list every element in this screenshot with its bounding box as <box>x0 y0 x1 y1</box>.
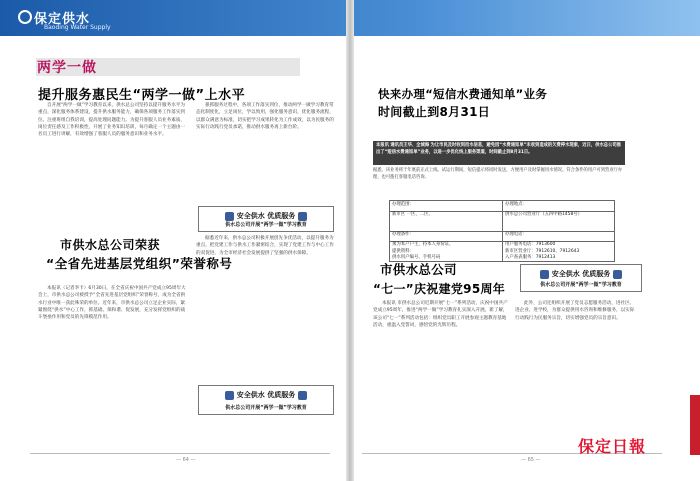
page-gutter <box>346 0 354 481</box>
promo-sub-3: 供水总公司开展“两学一做”学习教育 <box>540 282 622 288</box>
table-cell: 须为本户户主，持本人身份证， <box>392 242 454 247</box>
promo-box-left-bottom <box>198 385 334 415</box>
promo-main-2: 安全供水 优质服务 <box>236 391 296 399</box>
info-table <box>389 200 615 262</box>
left-article-col1: 自开展“两学一做”学习教育以来，供水总公司坚持以提升服务水平为重点，深化服务体系建设，提升供水服务能力，确保各项服务工作落实到位。注重班组自我培训，提高处理问题能力。为提升客服人员业务素质，岗位责任感及工作积极性，开展了业务知识培训，每月确定一个主题由一名员工进行讲解，有效增强了客服人员的服务意识和业务水平。 <box>38 103 186 138</box>
promo-box-right <box>520 264 642 292</box>
table-cell: 供水用户编号、手机号码 <box>392 255 441 260</box>
right-top-title1: 快来办理“短信水费通知单”业务 <box>378 87 548 101</box>
footer-rule-left <box>30 453 330 454</box>
service-icon <box>298 212 307 221</box>
right-bottom-col2: 此外，公司还组织开展了党员志愿服务活动，进社区、进企业、进学校，为群众提供用水咨询和维修服务，以实际行动践行为民服务宗旨，切实增强党员的宗旨意识。 <box>515 301 635 321</box>
water-icon <box>540 270 549 279</box>
table-cell: 用户服务电话：7913600 <box>505 242 556 247</box>
promo-sub: 供水总公司开展“两学一做”学习教育 <box>225 222 307 228</box>
brand-logo: 保定日報 <box>578 437 647 456</box>
table-cell: 提供资料： <box>392 249 414 254</box>
water-drop-icon <box>18 10 32 24</box>
table-cell: 办理地点： <box>505 202 527 207</box>
notice-text: 本报讯 通讯员王华、全城海 为让市民及时收到用水信息，避免因“水费通知单”未收到造成的欠费停水现象，近日，供水总公司推出了“短信水费通知单”业务，以进一步优化线上服务渠道，时间截止到8月31日。 <box>376 143 621 155</box>
section-tag: 两学一做 <box>37 60 97 76</box>
left-article-title: 提升服务惠民生“两学一做”上水平 <box>38 88 246 103</box>
mid-article-title2: “全省先进基层党组织”荣誉称号 <box>46 256 233 271</box>
table-cell: 办理条件： <box>392 232 414 237</box>
mid-article-col2: 据悉近年来，供水总公司积极开展创先争优活动，以提升服务为重点，把党建工作与供水工作紧密结合，实现了党建工作与中心工作的双促进，为全市经济社会发展提供了坚强的供水保障。 <box>196 236 334 256</box>
service-icon <box>298 391 307 400</box>
water-icon <box>225 391 234 400</box>
right-top-body: 据悉，该业务将于年底前正式上线。试运行期间，短信提示将同时发送，方便用户及时掌握用水情况。符合条件的用户可到营业厅办理，也可拨打客服电话咨询。 <box>373 168 623 180</box>
water-icon <box>225 212 234 221</box>
table-cell: 办理电话： <box>505 232 527 237</box>
right-top-title2: 时间截止到8月31日 <box>378 105 491 119</box>
right-bottom-col1: 本报讯 市供水总公司近期开展“七一”系列活动，庆祝中国共产党成立95周年，推进“两学一做”学习教育扎实深入开展。新了解，该公司“七一”系列活动包括：组织党员职工开展参观主题教育基地活动，重温入党誓词，感悟党的光辉历程。 <box>373 301 508 328</box>
table-cell: 入户查表服务：7912413 <box>505 255 556 260</box>
masthead-logo: 保定供水 <box>34 12 91 27</box>
right-bottom-title1: 市供水总公司 <box>380 262 457 277</box>
masthead-subtitle: Baoding Water Supply <box>44 24 111 31</box>
left-article-col2: 狠抓服务过程中，各项工作落实到位，推动两学一做学习教育常态化制度化，立足岗位，学以致用，强化服务意识，优化服务流程，以群众满意为标准，切实把学习成果转化为工作成效，以为民服务的实际行动践行党员承诺，推动供水服务再上新台阶。 <box>196 103 334 130</box>
page-number-right: — 65 — <box>521 457 541 463</box>
promo-main: 安全供水 优质服务 <box>236 212 296 220</box>
page-number-left: — 64 — <box>176 457 196 463</box>
right-bottom-title2: “七一”庆祝建党95周年 <box>373 282 506 296</box>
service-icon <box>613 270 622 279</box>
red-edge-strip <box>690 395 700 455</box>
table-cell: 办理范围： <box>392 202 414 207</box>
promo-sub-2: 供水总公司开展“两学一做”学习教育 <box>225 405 307 411</box>
promo-main-3: 安全供水 优质服务 <box>551 270 611 278</box>
table-cell: 新市区营业厅：7912610、7912643 <box>505 249 580 254</box>
mid-article-col1: 本报讯（记者李卡）6月30日，在全省庆祝中国共产党成立95周年大会上，市供水总公司被授予“全省先进基层党组织”荣誉称号，成为全省供水行业中唯一获此殊荣的单位。近年来，市供水总公司立足企业实际，紧紧围绕“供水”中心工作，抓基础、保和谐、促发展，充分发挥党组织的战斗堡垒作用和党员的先锋模范作用。 <box>38 286 186 321</box>
table-cell: 供水总公司营业厅（五四中路1458号） <box>505 212 583 217</box>
table-cell: 新市区 一区、二区、 <box>392 212 433 217</box>
promo-box-left <box>198 206 334 232</box>
mid-article-title1: 市供水总公司荣获 <box>60 238 161 252</box>
